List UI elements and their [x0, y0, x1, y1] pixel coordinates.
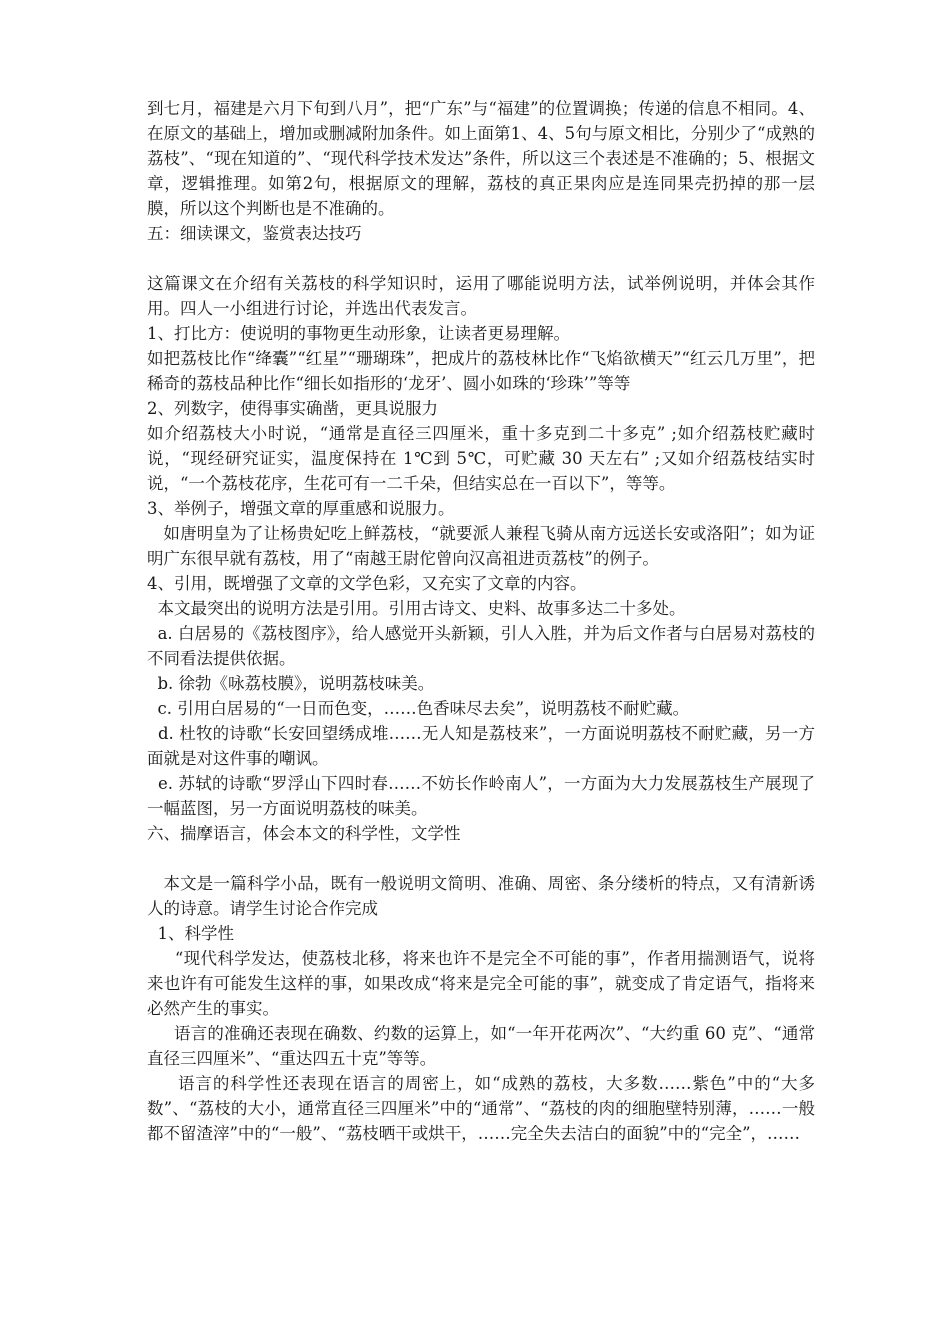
quotation-b: b. 徐勃《咏荔枝膜》，说明荔枝味美。 — [147, 674, 435, 693]
blank-line — [147, 246, 815, 271]
quotation-d: d. 杜牧的诗歌“长安回望绣成堆……无人知是荔枝来”，一方面说明荔枝不耐贮藏，另一方面就是对这件事的嘲讽。 — [147, 724, 815, 768]
paragraph-intro-continuation: 到七月，福建是六月下旬到八月”，把“广东”与“福建”的位置调换；传递的信息不相同。4、在原文的基础上，增加或删减附加条件。如上面第1、4、5句与原文相比，分别少了“成熟的荔枝”、“现在知道的”、“现代科学技术发达”条件，所以这三个表述是不准确的；5、根据文章，逻辑推理。如第2句，根据原文的理解，荔枝的真正果肉应是连同果壳扔掉的那一层膜，所以这个判断也是不准确的。 — [147, 99, 815, 218]
paragraph-quotation-intro: 本文最突出的说明方法是引用。引用古诗文、史料、故事多达二十多处。 — [147, 599, 686, 618]
paragraph-science-essay: 本文是一篇科学小品，既有一般说明文简明、准确、周密、条分缕析的特点，又有清新诱人的诗意。请学生讨论合作完成 — [147, 874, 815, 918]
section-heading-5: 五：细读课文，鉴赏表达技巧 — [147, 224, 362, 243]
quotation-a: a. 白居易的《荔枝图序》，给人感觉开头新颖，引人入胜，并为后文作者与白居易对荔枝的不同看法提供依据。 — [147, 624, 815, 668]
paragraph-number-examples: 如介绍荔枝大小时说，“通常是直径三四厘米，重十多克到二十多克” ;如介绍荔枝贮藏时说，“现经研究证实，温度保持在 1℃到 5℃，可贮藏 30 天左右” ;又如介绍荔枝结实时说，“一个荔枝花序，生花可有一二千朵，但结实总在一百以下”，等等。 — [147, 424, 815, 493]
quotation-e: e. 苏轼的诗歌“罗浮山下四时春……不妨长作岭南人”，一方面为大力发展荔枝生产展现了一幅蓝图，另一方面说明荔枝的味美。 — [147, 774, 815, 818]
item-numbers: 2、列数字，使得事实确凿，更具说服力 — [147, 399, 438, 418]
paragraph-scientific-1: “现代科学发达，使荔枝北移，将来也许不是完全不可能的事”，作者用揣测语气，说将来也许有可能发生这样的事，如果改成“将来是完全可能的事”，就变成了肯定语气，指将来必然产生的事实。 — [147, 949, 815, 1018]
item-scientific: 1、科学性 — [147, 924, 234, 943]
paragraph-scientific-2: 语言的准确还表现在确数、约数的运算上，如“一年开花两次”、“大约重 60 克”、“通常直径三四厘米”、“重达四五十克”等等。 — [147, 1024, 815, 1068]
document-page — [147, 96, 815, 1146]
item-examples: 3、举例子，增强文章的厚重感和说服力。 — [147, 499, 455, 518]
paragraph-metaphor-examples: 如把荔枝比作“绛囊”“红星”“珊瑚珠”，把成片的荔枝林比作“飞焰欲横天”“红云几万里”，把稀奇的荔枝品种比作“细长如指形的‘龙牙’、圆小如珠的‘珍珠’”等等 — [147, 349, 815, 393]
paragraph-scientific-3: 语言的科学性还表现在语言的周密上，如“成熟的荔枝，大多数……紫色”中的“大多数”、“荔枝的大小，通常直径三四厘米”中的“通常”、“荔枝的肉的细胞壁特别薄，……一般都不留渣滓”中的“一般”、“荔枝晒干或烘干，……完全失去洁白的面貌”中的“完全”，…… — [147, 1074, 815, 1143]
item-metaphor: 1、打比方：使说明的事物更生动形象，让读者更易理解。 — [147, 324, 570, 343]
section-heading-6: 六、揣摩语言，体会本文的科学性，文学性 — [147, 824, 461, 843]
paragraph-discussion-prompt: 这篇课文在介绍有关荔枝的科学知识时，运用了哪能说明方法，试举例说明，并体会其作用。四人一小组进行讨论，并选出代表发言。 — [147, 274, 815, 318]
blank-line — [147, 846, 815, 871]
paragraph-example-cases: 如唐明皇为了让杨贵妃吃上鲜荔枝，“就要派人兼程飞骑从南方远送长安或洛阳”；如为证明广东很早就有荔枝，用了“南越王尉佗曾向汉高祖进贡荔枝”的例子。 — [147, 524, 815, 568]
quotation-c: c. 引用白居易的“一日而色变，……色香味尽去矣”，说明荔枝不耐贮藏。 — [147, 699, 690, 718]
item-quotation: 4、引用，既增强了文章的文学色彩，又充实了文章的内容。 — [147, 574, 587, 593]
